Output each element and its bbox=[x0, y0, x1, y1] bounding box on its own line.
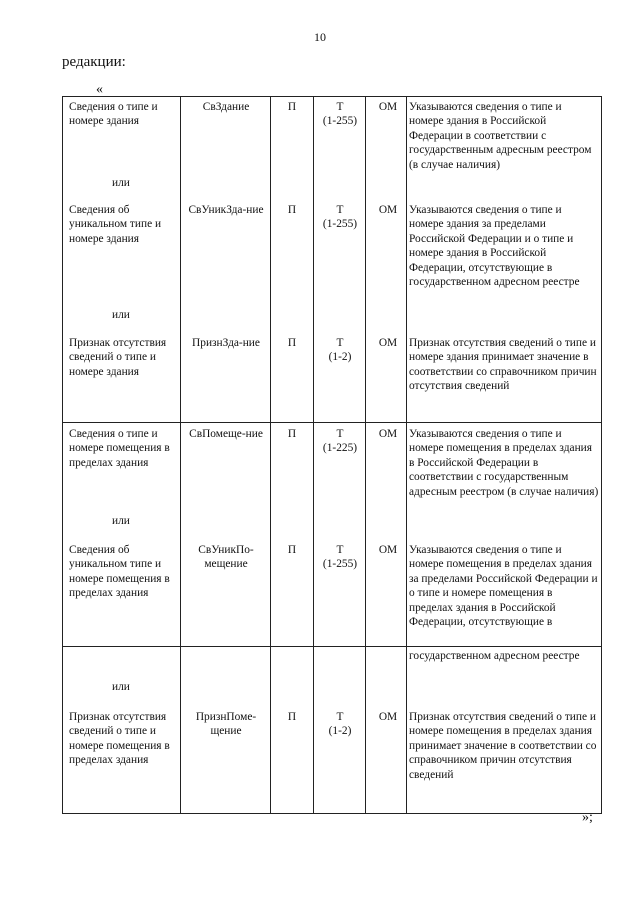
row-5-description: Указываются сведения о типе и номере помещения в пределах здания за пределами Российской Федерации и о типе и номере помещения в пределах здания в Российской Федерации, отсутствующие в bbox=[409, 544, 598, 629]
row-5-type: Т bbox=[336, 544, 344, 556]
row-6-length: (1-2) bbox=[328, 725, 352, 737]
row-5-requirement: ОМ bbox=[378, 544, 398, 556]
row-6-type: Т bbox=[336, 711, 344, 723]
row-3-presence: П bbox=[287, 337, 297, 349]
page-number: 10 bbox=[314, 30, 326, 44]
row-1-description: Указываются сведения о типе и номере здания в Российской Федерации в соответствии с государственным адресным реестром (в случае наличия) bbox=[409, 101, 592, 171]
row-5-presence: П bbox=[287, 544, 297, 556]
row-1-presence: П bbox=[287, 101, 297, 113]
row-1-requirement: ОМ bbox=[378, 101, 398, 113]
row-2-length: (1-255) bbox=[322, 218, 358, 230]
attributes-table bbox=[62, 96, 602, 814]
row-3-code: ПризнЗда-ние bbox=[192, 337, 260, 349]
row-2-name: Сведения об уникальном типе и номере здания bbox=[69, 204, 162, 245]
row-3-type: Т bbox=[336, 337, 344, 349]
intro-text: редакции: bbox=[62, 54, 126, 70]
row-5-code: СвУникПо-мещение bbox=[198, 544, 254, 571]
row-6-requirement: ОМ bbox=[378, 711, 398, 723]
row-4-description: Указываются сведения о типе и номере помещения в пределах здания в Российской Федерации в соответствии с государственным адресным реестром (в случае наличия) bbox=[409, 428, 599, 498]
row-5-description-continued: государственном адресном реестре bbox=[409, 650, 580, 662]
row-4-code: СвПомеще-ние bbox=[189, 428, 263, 440]
row-3-description: Признак отсутствия сведений о типе и номере здания принимает значение в соответствии со справочником причин отсутствия сведений bbox=[409, 337, 597, 393]
row-6-presence: П bbox=[287, 711, 297, 723]
row-2-description: Указываются сведения о типе и номере здания за пределами Российской Федерации и о типе и номере здания в Российской Федерации, отсутствующие в государственном адресном реестре bbox=[409, 204, 580, 289]
row-2-type: Т bbox=[336, 204, 344, 216]
row-5-length: (1-255) bbox=[322, 558, 358, 570]
row-1-type: Т bbox=[336, 101, 344, 113]
row-4-name: Сведения о типе и номере помещения в пределах здания bbox=[69, 428, 170, 469]
closing-quote: »; bbox=[582, 810, 593, 825]
row-4-length: (1-225) bbox=[322, 442, 358, 454]
row-3-requirement: ОМ bbox=[378, 337, 398, 349]
opening-quote: « bbox=[96, 82, 103, 97]
row-3-length: (1-2) bbox=[328, 351, 352, 363]
row-6-name: Признак отсутствия сведений о типе и номере помещения в пределах здания bbox=[69, 711, 170, 767]
or-label-4: или bbox=[112, 681, 130, 693]
row-3-name: Признак отсутствия сведений о типе и номере здания bbox=[69, 337, 167, 378]
row-4-requirement: ОМ bbox=[378, 428, 398, 440]
row-2-code: СвУникЗда-ние bbox=[188, 204, 264, 216]
row-4-presence: П bbox=[287, 428, 297, 440]
row-1-code: СвЗдание bbox=[202, 101, 250, 113]
row-5-name: Сведения об уникальном типе и номере помещения в пределах здания bbox=[69, 544, 170, 600]
row-2-requirement: ОМ bbox=[378, 204, 398, 216]
row-6-description: Признак отсутствия сведений о типе и номере помещения в пределах здания принимает значение в соответствии со справочником причин отсутствия сведений bbox=[409, 711, 597, 781]
or-label-2: или bbox=[112, 309, 130, 321]
row-6-code: ПризнПоме-щение bbox=[195, 711, 257, 738]
row-4-type: Т bbox=[336, 428, 344, 440]
or-label-3: или bbox=[112, 515, 130, 527]
row-2-presence: П bbox=[287, 204, 297, 216]
or-label-1: или bbox=[112, 177, 130, 189]
row-1-name: Сведения о типе и номере здания bbox=[69, 101, 158, 128]
row-1-length: (1-255) bbox=[322, 115, 358, 127]
